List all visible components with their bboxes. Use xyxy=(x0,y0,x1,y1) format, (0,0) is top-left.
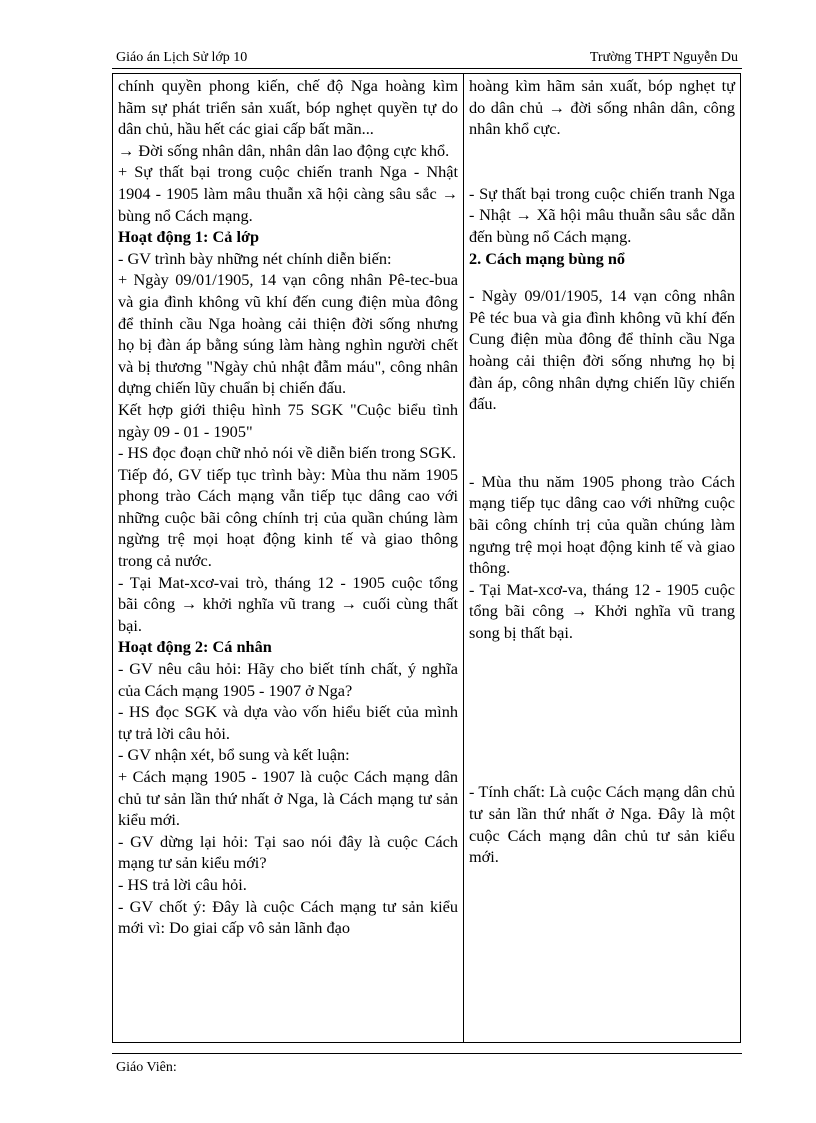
section-heading: 2. Cách mạng bùng nổ xyxy=(469,248,626,268)
page-header xyxy=(112,48,742,69)
paragraph: - GV nêu câu hỏi: Hãy cho biết tính chất, ý nghĩa của Cách mạng 1905 - 1907 ở Nga? xyxy=(118,659,458,700)
paragraph: - HS đọc đoạn chữ nhỏ nói về diễn biến trong SGK. xyxy=(118,443,457,463)
paragraph: hoàng kìm hãm sản xuất, bóp nghẹt tự do dân chủ → đời sống nhân dân, công nhân khổ cực. xyxy=(469,76,735,139)
teacher-label: Giáo Viên: xyxy=(116,1060,177,1075)
paragraph: - Mùa thu năm 1905 phong trào Cách mạng tiếp tục dâng cao với những cuộc bãi công chính trị của quần chúng làm ngưng trệ mọi hoạt động kinh tế và giao thông. xyxy=(469,471,735,578)
paragraph: + Sự thất bại trong cuộc chiến tranh Nga - Nhật 1904 - 1905 làm mâu thuẫn xã hội càng sâu sắc → bùng nổ Cách mạng. xyxy=(118,162,458,225)
paragraph: → Đời sống nhân dân, nhân dân lao động cực khổ. xyxy=(118,140,450,160)
activities-column xyxy=(113,74,464,1042)
paragraph: - GV nhận xét, bổ sung và kết luận: xyxy=(118,745,350,765)
paragraph: + Ngày 09/01/1905, 14 vạn công nhân Pê-tec-bua và gia đình không vũ khí đến cung điện mùa đông để thỉnh cầu Nga hoàng cải thiện đời sống nhưng họ bị đàn áp bằng súng làm hàng nghìn người chết và bị thương "Ngày chủ nhật đẫm máu", công nhân dựng chiến lũy chuẩn bị chiến đấu. xyxy=(118,270,458,398)
activity-heading: Hoạt động 1: Cả lớp xyxy=(118,227,260,247)
paragraph: chính quyền phong kiến, chế độ Nga hoàng kìm hãm sự phát triển sản xuất, bóp nghẹt quyền tự do dân chủ, hầu hết các giai cấp bất mãn... xyxy=(118,76,458,139)
paragraph: + Cách mạng 1905 - 1907 là cuộc Cách mạng dân chủ tư sản lần thứ nhất ở Nga, là Cách mạng tư sản kiểu mới. xyxy=(118,767,458,830)
paragraph: Tiếp đó, GV tiếp tục trình bày: Mùa thu năm 1905 phong trào Cách mạng vẫn tiếp tục dâng cao với những cuộc bãi công chính trị của quần chúng làm ngừng trệ mọi hoạt động kinh tế và giao thông trong cả nước. xyxy=(118,464,458,571)
content-column xyxy=(464,74,740,1042)
paragraph: - GV chốt ý: Đây là cuộc Cách mạng tư sản kiểu mới vì: Do giai cấp vô sản lãnh đạo xyxy=(118,896,458,938)
paragraph: - GV dừng lại hỏi: Tại sao nói đây là cuộc Cách mạng tư sản kiểu mới? xyxy=(118,831,458,873)
activity-heading: Hoạt động 2: Cá nhân xyxy=(118,637,272,657)
header-school: Trường THPT Nguyễn Du xyxy=(589,50,738,65)
header-subject: Giáo án Lịch Sử lớp 10 xyxy=(116,50,248,65)
paragraph: - HS trả lời câu hỏi. xyxy=(118,874,247,894)
paragraph: - Tại Mat-xcơ-va, tháng 12 - 1905 cuộc tổng bãi công → Khởi nghĩa vũ trang song bị thất bại. xyxy=(469,579,735,642)
paragraph: - Ngày 09/01/1905, 14 vạn công nhân Pê téc bua và gia đình không vũ khí đến Cung điện mùa đông để thỉnh cầu Nga hoàng cải thiện đời sống nhưng họ bị đàn áp, công nhân dựng chiến lũy chiến đấu. xyxy=(469,286,735,414)
paragraph: - Sự thất bại trong cuộc chiến tranh Nga - Nhật → Xã hội mâu thuẫn sâu sắc dẫn đến bùng nổ Cách mạng. xyxy=(469,183,735,246)
lesson-table xyxy=(112,73,741,1043)
paragraph: Kết hợp giới thiệu hình 75 SGK "Cuộc biểu tình ngày 09 - 01 - 1905" xyxy=(118,399,458,441)
paragraph: - GV trình bày những nét chính diễn biến: xyxy=(118,248,392,268)
paragraph: - Tại Mat-xcơ-vai trò, tháng 12 - 1905 cuộc tổng bãi công → khởi nghĩa vũ trang → cuối cùng thất bại. xyxy=(118,572,458,635)
paragraph: - HS đọc SGK và dựa vào vốn hiểu biết của mình tự trả lời câu hỏi. xyxy=(118,702,458,743)
page-footer xyxy=(112,1053,742,1075)
paragraph: - Tính chất: Là cuộc Cách mạng dân chủ tư sản lần thứ nhất ở Nga. Đây là một cuộc Cách mạng dân chủ tư sản kiểu mới. xyxy=(469,782,735,867)
